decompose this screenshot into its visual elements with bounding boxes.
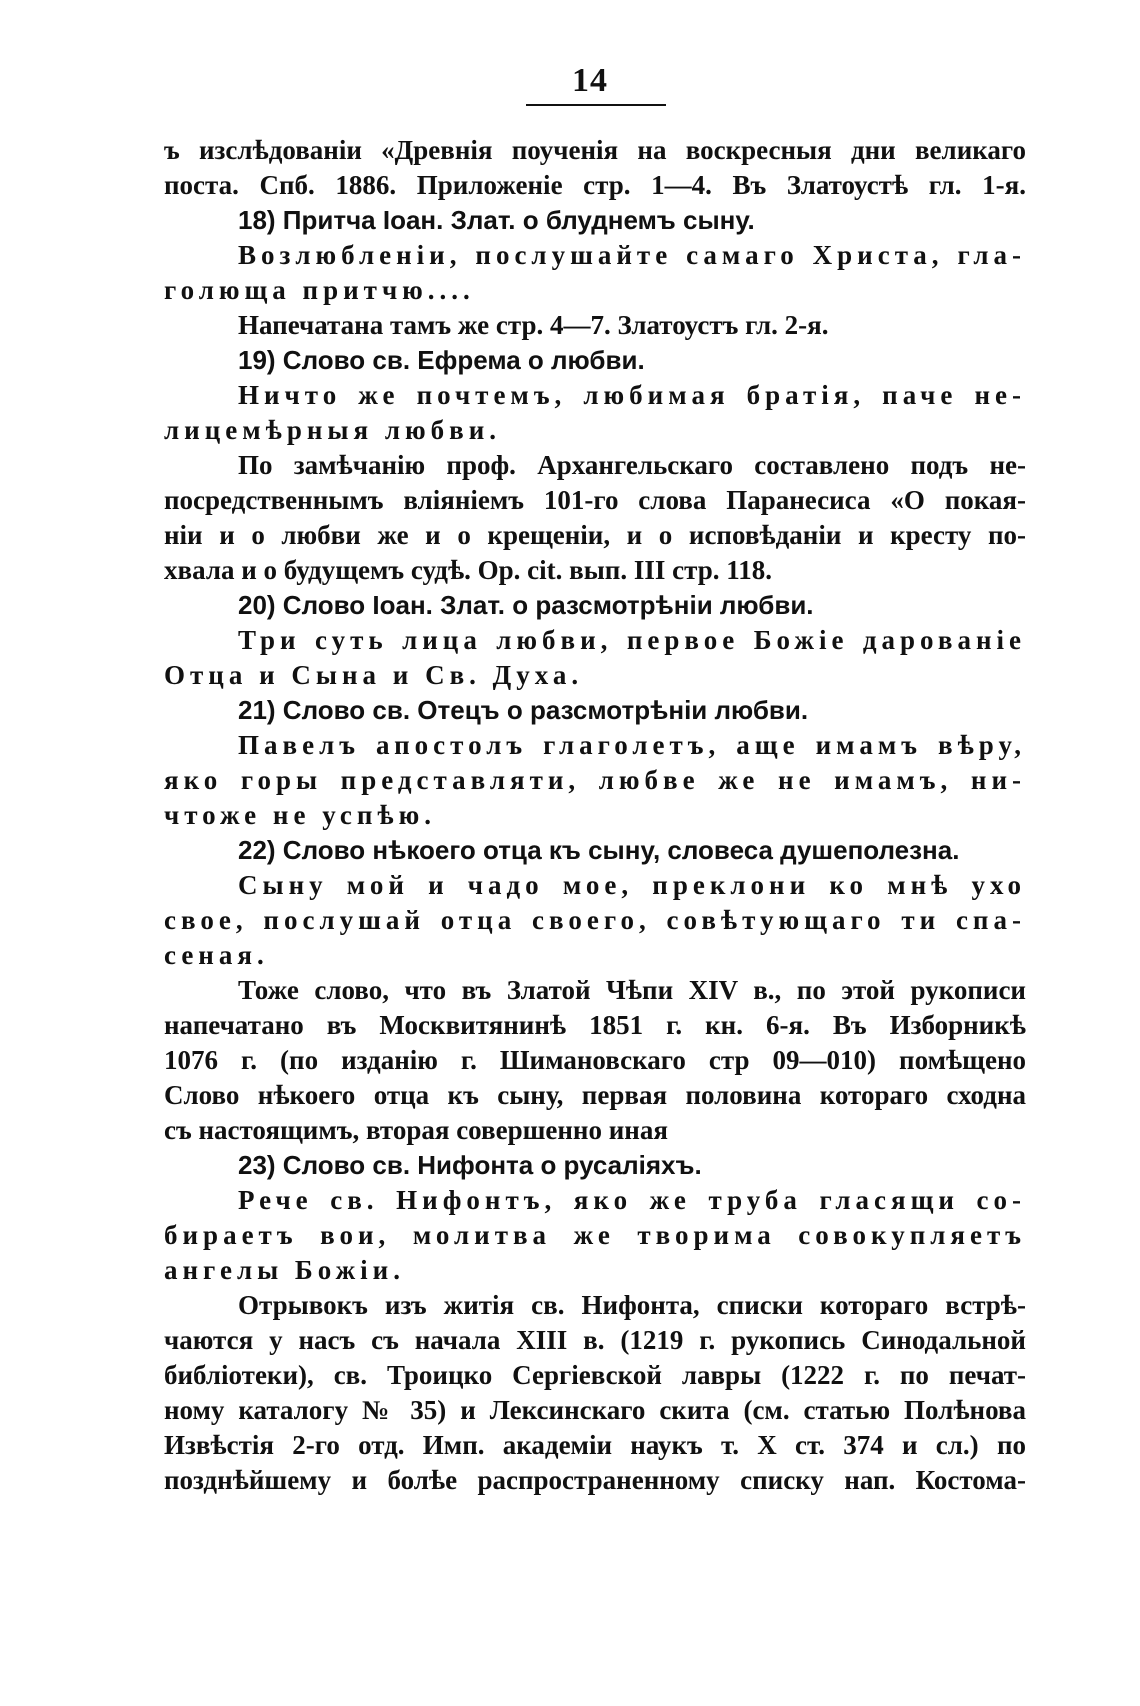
- quote-line: голюща притчю....: [164, 275, 475, 305]
- quote-line: бираетъ вои, молитва же творима совокупляетъ: [164, 1220, 1026, 1250]
- quote-line: Три суть лица любви, первое Божіе дарованіе: [238, 625, 1026, 655]
- text-line: Тоже слово, что въ Златой Чѣпи XIV в., по этой рукописи: [238, 975, 1026, 1005]
- section-heading: 21) Слово св. Отецъ о разсмотрѣніи любви.: [238, 695, 809, 725]
- text-line: Извѣстія 2-го отд. Имп. академіи наукъ т. X ст. 374 и сл.) по: [164, 1430, 1026, 1460]
- text-line: чаются у насъ съ начала XIII в. (1219 г. рукопись Синодальной: [164, 1325, 1026, 1355]
- section-heading: 18) Притча Іоан. Злат. о блуднемъ сыну.: [238, 205, 755, 235]
- text-line: съ настоящимъ, вторая совершенно иная: [164, 1115, 668, 1145]
- text-line: Напечатана тамъ же стр. 4—7. Златоустъ гл. 2-я.: [238, 310, 829, 340]
- quote-line: чтоже не успѣю.: [164, 800, 437, 830]
- text-line: хвала и о будущемъ судѣ. Op. cit. вып. III стр. 118.: [164, 555, 772, 585]
- text-line: ному каталогу № 35) и Лексинскаго скита (см. статью Полѣнова: [164, 1395, 1026, 1425]
- text-line: напечатано въ Москвитянинѣ 1851 г. кн. 6-я. Въ Изборникѣ: [164, 1010, 1026, 1040]
- quote-line: Рече св. Нифонтъ, яко же труба гласящи со-: [238, 1185, 1026, 1215]
- quote-line: сеная.: [164, 940, 269, 970]
- section-heading: 20) Слово Іоан. Злат. о разсмотрѣніи любви.: [238, 590, 814, 620]
- quote-line: лицемѣрныя любви.: [164, 415, 502, 445]
- text-line: позднѣйшему и болѣе распространенному списку нап. Костома-: [164, 1465, 1026, 1495]
- quote-line: Ничто же почтемъ, любимая братія, паче не-: [238, 380, 1026, 410]
- section-heading: 19) Слово св. Ефрема о любви.: [238, 345, 645, 375]
- quote-line: Возлюбленіи, послушайте самаго Христа, гла-: [238, 240, 1026, 270]
- quote-line: Павелъ апостолъ глаголетъ, аще имамъ вѣру,: [238, 730, 1026, 760]
- text-line: поста. Спб. 1886. Приложеніе стр. 1—4. Въ Златоустѣ гл. 1-я.: [164, 170, 1026, 200]
- text-line: посредственнымъ вліяніемъ 101-го слова Паранесиса «О покая-: [164, 485, 1026, 515]
- quote-line: яко горы представляти, любве же не имамъ, ни-: [164, 765, 1026, 795]
- page-body: [164, 133, 1026, 1498]
- page-number: 14: [572, 62, 608, 99]
- quote-line: Отца и Сына и Св. Духа.: [164, 660, 584, 690]
- text-line: Отрывокъ изъ житія св. Нифонта, списки котораго встрѣ-: [238, 1290, 1026, 1320]
- text-line: библіотеки), св. Троицко Сергіевской лавры (1222 г. по печат-: [164, 1360, 1026, 1390]
- page-number-rule: [526, 104, 666, 106]
- quote-line: ангелы Божіи.: [164, 1255, 405, 1285]
- quote-line: Сыну мой и чадо мое, преклони ко мнѣ ухо: [238, 870, 1026, 900]
- text-line: ніи и о любви же и о крещеніи, и о исповѣданіи и кресту по-: [164, 520, 1026, 550]
- text-line: По замѣчанію проф. Архангельскаго составлено подъ не-: [238, 450, 1026, 480]
- text-line: ъ изслѣдованіи «Древнія поученія на воскресныя дни великаго: [164, 135, 1026, 165]
- section-heading: 23) Слово св. Нифонта о русаліяхъ.: [238, 1150, 702, 1180]
- quote-line: свое, послушай отца своего, совѣтующаго ти спа-: [164, 905, 1026, 935]
- text-line: 1076 г. (по изданію г. Шимановскаго стр 09—010) помѣщено: [164, 1045, 1026, 1075]
- section-heading: 22) Слово нѣкоего отца къ сыну, словеса душеполезна.: [238, 835, 960, 865]
- text-line: Слово нѣкоего отца къ сыну, первая половина котораго сходна: [164, 1080, 1026, 1110]
